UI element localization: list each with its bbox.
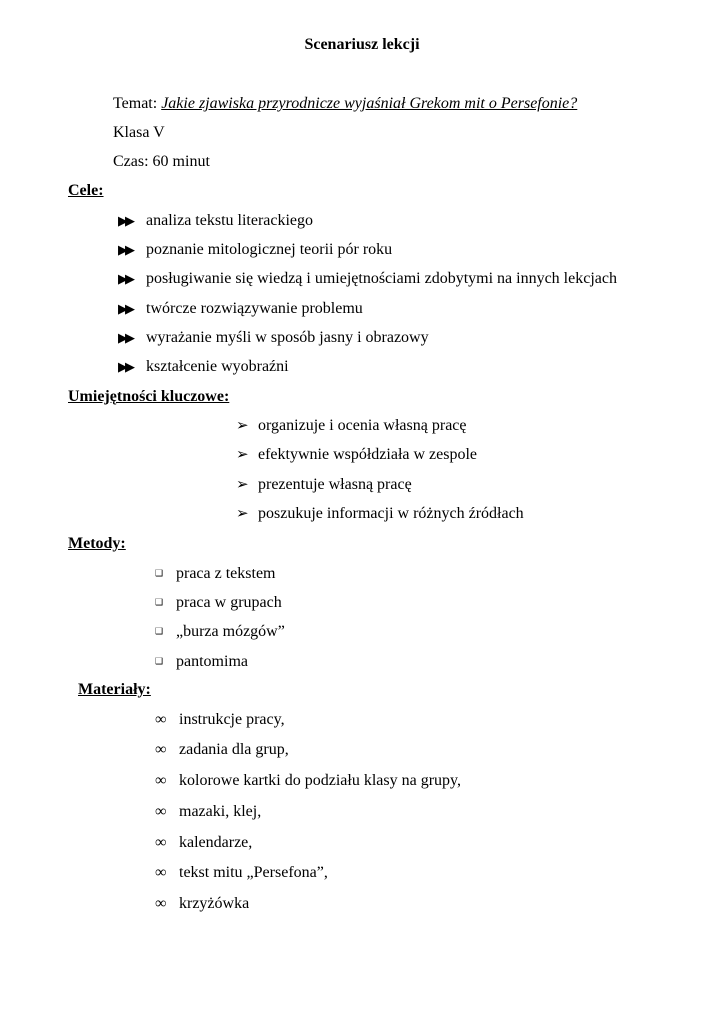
square-bullet-icon: ❑	[155, 597, 164, 607]
material-item: ∞ zadania dla grup,	[155, 741, 289, 758]
grade: Klasa V	[113, 124, 165, 141]
goal-item: ▶▶ twórcze rozwiązywanie problemu	[118, 300, 363, 317]
infinity-bullet-icon: ∞	[155, 803, 167, 820]
duration: Czas: 60 minut	[113, 153, 210, 170]
skills-heading: Umiejętności kluczowe:	[68, 388, 230, 405]
topic-line	[113, 94, 577, 114]
skill-item: ➢ poszukuje informacji w różnych źródłach	[236, 505, 524, 522]
double-arrow-bullet-icon: ▶▶	[118, 301, 132, 316]
method-item: ❑ praca z tekstem	[155, 565, 276, 582]
square-bullet-icon: ❑	[155, 656, 164, 666]
methods-heading: Metody:	[68, 535, 126, 552]
goal-item: ▶▶ posługiwanie się wiedzą i umiejętnościami zdobytymi na innych lekcjach	[118, 270, 617, 287]
materials-heading: Materiały:	[78, 681, 151, 698]
goal-item: ▶▶ poznanie mitologicznej teorii pór roku	[118, 241, 393, 258]
arrowhead-bullet-icon: ➢	[236, 418, 249, 434]
method-item: ❑ „burza mózgów”	[155, 623, 285, 640]
material-item: ∞ tekst mitu „Persefona”,	[155, 864, 328, 881]
material-item: ∞ mazaki, klej,	[155, 803, 262, 820]
arrowhead-bullet-icon: ➢	[236, 447, 249, 463]
material-item: ∞ krzyżówka	[155, 895, 250, 912]
method-item: ❑ praca w grupach	[155, 594, 282, 611]
double-arrow-bullet-icon: ▶▶	[118, 330, 132, 345]
square-bullet-icon: ❑	[155, 568, 164, 578]
infinity-bullet-icon: ∞	[155, 834, 167, 851]
arrowhead-bullet-icon: ➢	[236, 477, 249, 493]
infinity-bullet-icon: ∞	[155, 895, 167, 912]
topic-label: Temat:	[113, 95, 162, 112]
skill-item: ➢ organizuje i ocenia własną pracę	[236, 417, 467, 434]
infinity-bullet-icon: ∞	[155, 772, 167, 789]
document-title: Scenariusz lekcji	[304, 36, 420, 53]
material-item: ∞ kalendarze,	[155, 834, 253, 851]
goal-item: ▶▶ wyrażanie myśli w sposób jasny i obrazowy	[118, 329, 429, 346]
double-arrow-bullet-icon: ▶▶	[118, 213, 132, 228]
method-item: ❑ pantomima	[155, 653, 248, 670]
skill-item: ➢ prezentuje własną pracę	[236, 476, 412, 493]
material-item: ∞ kolorowe kartki do podziału klasy na grupy,	[155, 772, 462, 789]
infinity-bullet-icon: ∞	[155, 711, 167, 728]
double-arrow-bullet-icon: ▶▶	[118, 242, 132, 257]
square-bullet-icon: ❑	[155, 626, 164, 636]
arrowhead-bullet-icon: ➢	[236, 506, 249, 522]
double-arrow-bullet-icon: ▶▶	[118, 271, 132, 286]
topic-text: Jakie zjawiska przyrodnicze wyjaśniał Grekom mit o Persefonie?	[161, 95, 578, 112]
goal-item: ▶▶ analiza tekstu literackiego	[118, 212, 314, 229]
goal-item: ▶▶ kształcenie wyobraźni	[118, 358, 289, 375]
infinity-bullet-icon: ∞	[155, 864, 167, 881]
goals-heading: Cele:	[68, 182, 104, 199]
skill-item: ➢ efektywnie współdziała w zespole	[236, 446, 478, 463]
double-arrow-bullet-icon: ▶▶	[118, 359, 132, 374]
material-item: ∞ instrukcje pracy,	[155, 711, 285, 728]
infinity-bullet-icon: ∞	[155, 741, 167, 758]
